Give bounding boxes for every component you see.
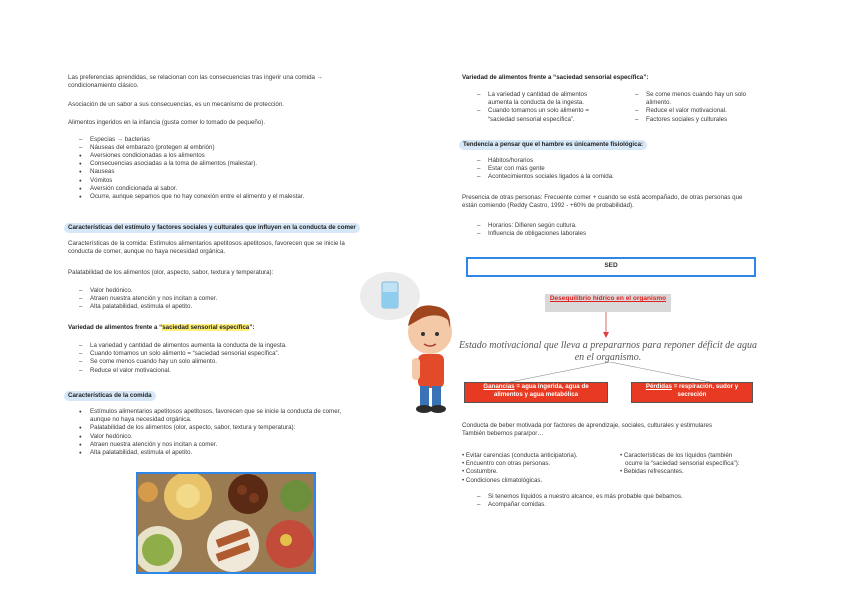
list-item: – Reduce el valor motivacional. [632, 107, 746, 115]
list-item: – Especias → bacterias [76, 136, 215, 144]
heading-stimulus-factors: Características del estímulo y factores sociales y culturales que influyen en la conducta de comer [64, 223, 360, 233]
list-item: – Alta palatabilidad, estimula el apetito. [76, 303, 217, 311]
list-item: – Se come menos cuando hay un solo alimento. [76, 358, 287, 366]
paragraph-preferences: Las preferencias aprendidas, se relacionan con las consecuencias tras ingerir una comida → condicionamiento clásico. [68, 74, 323, 90]
list-item: • Características de los líquidos (también [620, 452, 733, 459]
sed-title-box: SED [466, 257, 756, 277]
thirsty-boy-illustration [352, 262, 472, 418]
list-social-factors [474, 157, 614, 182]
paragraph-palatability: Palatabilidad de los alimentos (olor, aspecto, sabor, textura y temperatura): [68, 269, 274, 276]
list-item: – La variedad y cantidad de alimentos aumenta la conducta de la ingesta. [76, 342, 287, 350]
list-item: – Estar con más gente [474, 165, 614, 173]
gains-box: Ganancias = agua ingerida, agua de alimentos y agua metabólica [464, 382, 608, 403]
list-item: – Acontecimientos sociales ligados a la comida. [474, 173, 614, 181]
list-item: – La variedad y cantidad de alimentos aumenta la conducta de la ingesta. [474, 91, 589, 107]
list-drink-reasons-col1 [462, 452, 578, 485]
list-item: • Encuentro con otras personas. [462, 460, 551, 468]
list-item: • Costumbre. [462, 468, 498, 476]
paragraph-food-characteristics: Características de la comida: Estímulos alimentarios apetitosos apetitosos, favorecen que se inicie la conducta de comer, aunque no haya necesidad orgánica. [68, 240, 345, 256]
list-item: ● Atraen nuestra atención y nos incitan a comer. [76, 441, 341, 449]
list-palatability [76, 287, 217, 312]
list-item: – Atraen nuestra atención y nos incitan a comer. [76, 295, 217, 303]
list-examples [76, 136, 215, 152]
list-item: – Horarios: Difieren según cultura. [474, 222, 586, 230]
paragraph-drinking: Conducta de beber motivada por factores de aprendizaje, sociales, culturales y estimulares También bebemos para/por… [462, 422, 713, 438]
list-item: ● Alta palatabilidad, estimula el apetito. [76, 449, 341, 457]
list-item: ocurre la “saciedad sensorial específica”): [625, 460, 740, 468]
list-item: – Se come menos cuando hay un solo alimento. [632, 91, 746, 107]
deficit-box: Desequilibrio hídrico en el organismo [545, 294, 671, 312]
list-drink-availability [474, 493, 683, 509]
arrow-down-icon [600, 312, 612, 340]
list-item: – Factores sociales y culturales [632, 116, 746, 124]
losses-box: Pérdidas = respiración, sudor y secreción [631, 382, 753, 403]
list-variety [76, 342, 287, 375]
list-item: • Evitar carencias (conducta anticipatoria). [462, 452, 578, 459]
list-variety-col1 [474, 91, 589, 124]
list-drink-reasons-col2 [620, 452, 740, 477]
paragraph-association: Asociación de un sabor a sus consecuencias, es un mecanismo de protección. [68, 101, 284, 108]
branch-arrows [510, 362, 710, 384]
list-item: ● Estímulos alimentarios apetitosos apetitosos, favorecen que se inicie la conducta de comer, aunque no haya necesidad orgánica. [76, 408, 341, 424]
list-item: – Acompañar comidas. [474, 501, 683, 509]
list-item: ● Valor hedónico. [76, 433, 341, 441]
list-item: – Cuando tomamos un solo alimento = “saciedad sensorial específica”. [76, 350, 287, 358]
heading-variety: Variedad de alimentos frente a “saciedad sensorial específica”: [68, 324, 255, 331]
list-food-characteristics [76, 408, 341, 457]
list-item: – Reduce el valor motivacional. [76, 367, 287, 375]
food-image [138, 474, 314, 572]
list-item: – Cuando tomamos un solo alimento = “saciedad sensorial específica”. [474, 107, 589, 123]
heading-food-characteristics: Características de la comida [64, 391, 156, 401]
list-item: ● Aversión condicionada al sabor. [76, 185, 304, 193]
list-item: – Influencia de obligaciones laborales [474, 230, 586, 238]
list-item: – Si tenemos líquidos a nuestro alcance, es más probable que bebamos. [474, 493, 683, 501]
paragraph-other-people: Presencia de otras personas: Frecuente comer + cuando se está acompañado, de otras personas que están comiendo (Reddy Castro, 1992 - +60% de probabilidad). [462, 194, 743, 210]
list-item: – Hábitos/horarios [474, 157, 614, 165]
list-item: • Condiciones climatológicas. [462, 476, 543, 484]
list-aversions [76, 152, 304, 201]
list-schedules [474, 222, 586, 238]
heading-variety-right: Variedad de alimentos frente a “saciedad sensorial específica”: [462, 74, 649, 81]
list-item: – Náuseas del embarazo (protegen al embrión) [76, 144, 215, 152]
list-item: ● Aversiones condicionadas a los alimentos [76, 152, 304, 160]
thirsty-boy-icon [352, 262, 472, 418]
paragraph-childhood: Alimentos ingeridos en la infancia (gusta comer lo tomado de pequeño). [68, 119, 266, 126]
heading-hunger-tendency: Tendencia a pensar que el hambre es únicamente fisiológica: [459, 140, 647, 150]
list-item: – Valor hedónico. [76, 287, 217, 295]
list-item: ● Consecuencias asociadas a la toma de alimentos (malestar). [76, 160, 304, 168]
list-item: ● Ocurre, aunque sepamos que no hay conexión entre el alimento y el malestar. [76, 193, 304, 201]
list-item: ● Vómitos [76, 177, 304, 185]
list-item: ● Nauseas [76, 168, 304, 176]
list-variety-col2 [632, 91, 746, 124]
sed-definition: Estado motivacional que lleva a prepararnos para reponer déficit de agua en el organismo. [458, 340, 758, 363]
list-item: ● Palatabilidad de los alimentos (olor, aspecto, sabor, textura y temperatura): [76, 424, 341, 432]
list-item: • Bebidas refrescantes. [620, 468, 684, 476]
food-photo [136, 472, 316, 574]
